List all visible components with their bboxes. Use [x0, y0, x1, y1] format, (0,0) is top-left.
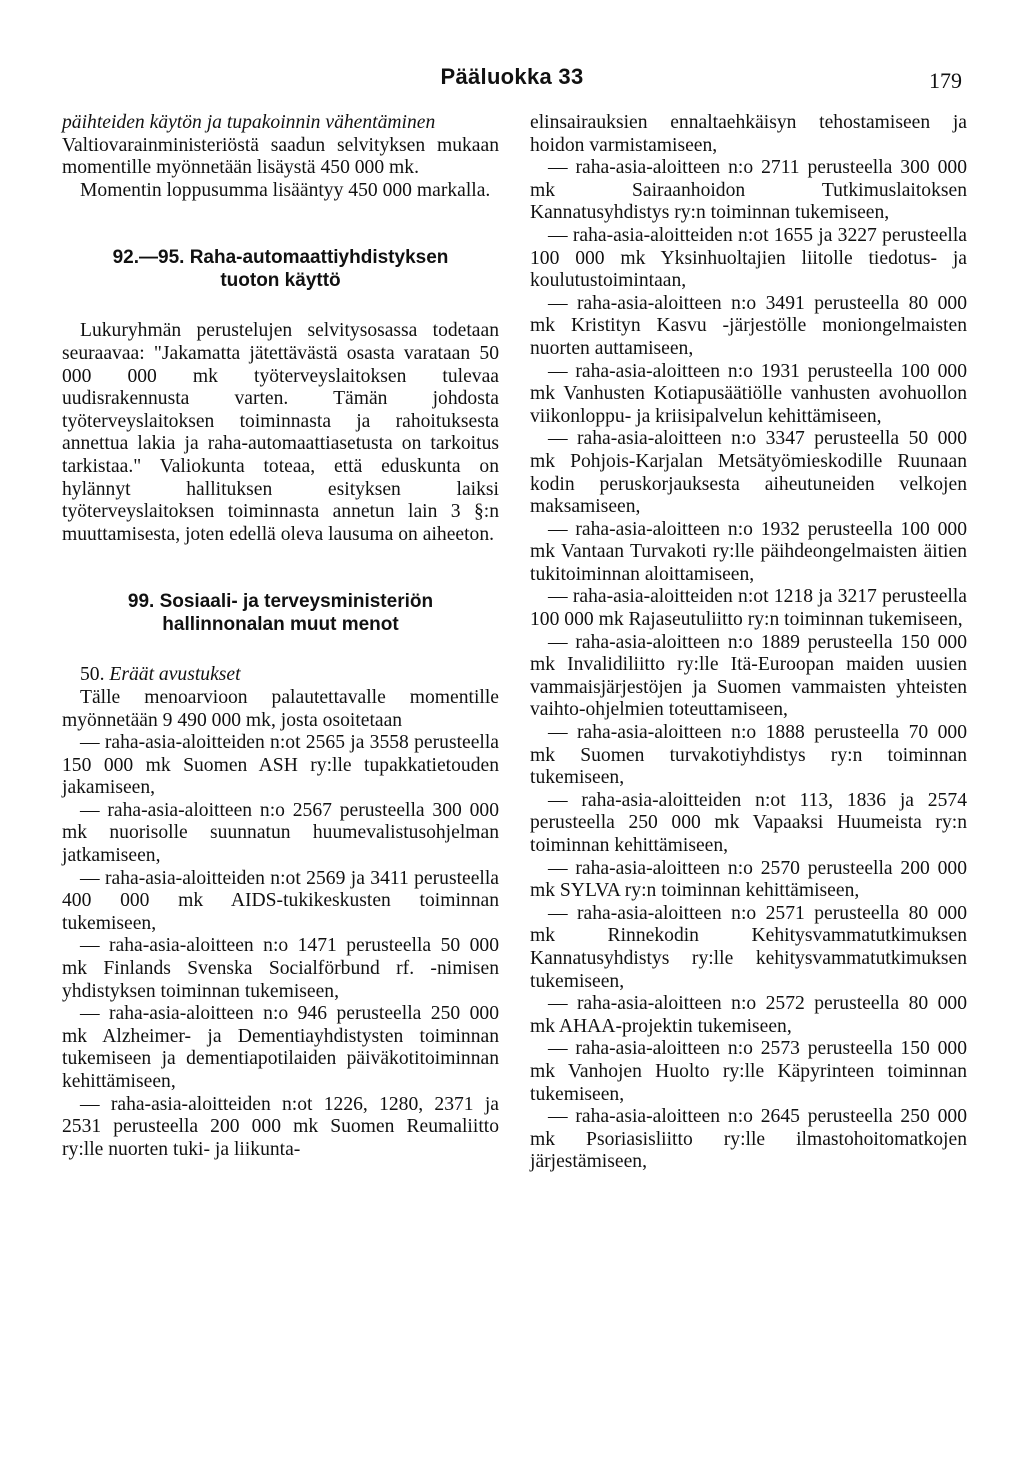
list-item: — raha-asia-aloitteen n:o 2573 perusteella 150 000 mk Vanhojen Huolto ry:lle Käpyrinteen toiminnan tukemiseen, [530, 1038, 967, 1105]
list-item: — raha-asia-aloitteiden n:ot 1218 ja 3217 perusteella 100 000 mk Rajaseutuliitto ry:n toiminnan tukemiseen, [530, 586, 967, 631]
left-column [62, 112, 499, 1161]
section-paragraph: Lukuryhmän perustelujen selvitysosassa todetaan seuraavaa: "Jakamatta jätettävästä osasta varataan 50 000 000 mk työterveyslaitoksen tulevaa uudisrakennusta varten. Tämän johdosta työterveyslaitoksen toiminnasta ja rahoituksesta annettua lakia ja raha-automaattiasetusta on tarkoitus tarkistaa." Valiokunta toteaa, että eduskunta on hylännyt hallituksen esityksen laiksi työterveyslaitoksen toiminnasta annetun lain 3 §:n muuttamisesta, joten edellä oleva lausuma on aiheeton. [62, 320, 499, 545]
list-item: — raha-asia-aloitteen n:o 1931 perusteella 100 000 mk Vanhusten Kotiapusäätiölle vanhusten avohuollon viikonloppu- ja kriisipalvelun kehittämiseen, [530, 360, 967, 427]
list-item: — raha-asia-aloitteiden n:ot 2565 ja 3558 perusteella 150 000 mk Suomen ASH ry:lle tupakkatietouden jakamiseen, [62, 732, 499, 799]
continuation-text: elinsairauksien ennaltaehkäisyn tehostamiseen ja hoidon varmistamiseen, [530, 112, 967, 156]
right-column [530, 112, 967, 1174]
list-item: — raha-asia-aloitteiden n:ot 2569 ja 3411 perusteella 400 000 mk AIDS-tukikeskusten toiminnan tukemiseen, [62, 867, 499, 934]
intro-paragraph: Valtiovarainministeriöstä saadun selvityksen mukaan momentille myönnetään lisäystä 450 000 mk. [62, 134, 499, 179]
list-item: — raha-asia-aloitteen n:o 2567 perusteella 300 000 mk nuorisolle suunnatun huumevalistusohjelman jatkamiseen, [62, 799, 499, 867]
running-head: Pääluokka 33 [440, 64, 584, 89]
list-item: — raha-asia-aloitteen n:o 3491 perusteella 80 000 mk Kristityn Kasvu -järjestölle moniongelmaisten nuorten auttamiseen, [530, 292, 967, 359]
page-header [62, 60, 962, 100]
list-item: — raha-asia-aloitteen n:o 2645 perusteella 250 000 mk Psoriasisliitto ry:lle ilmastohoitomatkojen järjestämiseen, [530, 1106, 967, 1173]
section-heading-line: 99. Sosiaali- ja terveysministeriön [127, 591, 434, 613]
moment-title [62, 664, 499, 687]
list-item: — raha-asia-aloitteen n:o 3347 perusteella 50 000 mk Pohjois-Karjalan Metsätyömieskodille Ruunaan kodin peruskorjauksesta aiheutuneiden velkojen maksamiseen, [530, 428, 967, 518]
list-item: — raha-asia-aloitteen n:o 2570 perusteella 200 000 mk SYLVA ry:n toiminnan kehittämiseen, [530, 857, 967, 902]
list-item: — raha-asia-aloitteiden n:ot 113, 1836 ja 2574 perusteella 250 000 mk Vapaaksi Huumeista ry:n toiminnan kehittämiseen, [530, 789, 967, 856]
moment-paragraph: Tälle menoarvioon palautettavalle momentille myönnetään 9 490 000 mk, josta osoitetaan [62, 686, 499, 731]
list-item: — raha-asia-aloitteiden n:ot 1226, 1280, 2371 ja 2531 perusteella 200 000 mk Suomen Reumaliitto ry:lle nuorten tuki- ja liikunta- [62, 1093, 499, 1160]
intro-paragraph-sum: Momentin loppusumma lisääntyy 450 000 markalla. [80, 179, 491, 201]
list-item: — raha-asia-aloitteen n:o 1888 perusteella 70 000 mk Suomen turvakotiyhdistys ry:n toiminnan tukemiseen, [530, 722, 967, 789]
section-heading-line: hallinnonalan muut menot [162, 614, 399, 636]
section-heading-99 [62, 590, 499, 636]
section-heading-line: 92.—95. Raha-automaattiyhdistyksen [112, 247, 449, 269]
list-item: — raha-asia-aloitteen n:o 1471 perusteella 50 000 mk Finlands Svenska Socialförbund rf. -nimisen yhdistyksen toiminnan tukemiseen, [62, 935, 499, 1002]
moment-number: 50. [80, 664, 105, 686]
list-item: — raha-asia-aloitteiden n:ot 1655 ja 3227 perusteella 100 000 mk Yksinhuoltajien liitolle tiedotus- ja koulutustoimintaan, [530, 224, 967, 292]
list-item: — raha-asia-aloitteen n:o 946 perusteella 250 000 mk Alzheimer- ja Dementiayhdistysten toiminnan tukemiseen ja dementiapotilaiden päiväkotitoiminnan kehittämiseen, [62, 1003, 499, 1092]
list-item: — raha-asia-aloitteen n:o 2711 perusteella 300 000 mk Sairaanhoidon Tutkimuslaitoksen Kannatusyhdistys ry:n toiminnan tukemiseen, [530, 157, 967, 224]
list-item: — raha-asia-aloitteen n:o 2571 perusteella 80 000 mk Rinnekodin Kehitysvammatutkimuksen Kannatusyhdistys ry:lle kehitysvammatutkimuksen tukemiseen, [530, 902, 967, 992]
section-heading-92-95 [62, 246, 499, 292]
intro-italic-text: päihteiden käytön ja tupakoinnin vähentäminen [62, 112, 436, 133]
list-item: — raha-asia-aloitteen n:o 1889 perusteella 150 000 mk Invalidiliitto ry:lle Itä-Euroopan maiden uusien vammaisjärjestöjen ja Suomen vammaisten yhteisten vaihto-ohjelmien toteuttamiseen, [530, 631, 967, 721]
list-item: — raha-asia-aloitteen n:o 2572 perusteella 80 000 mk AHAA-projektin tukemiseen, [530, 993, 967, 1037]
section-heading-line: tuoton käyttö [220, 270, 341, 292]
list-item: — raha-asia-aloitteen n:o 1932 perusteella 100 000 mk Vantaan Turvakoti ry:lle päihdeongelmaisten äitien tukitoiminnan aloittamiseen, [530, 518, 967, 585]
page-number: 179 [929, 68, 962, 93]
moment-name: Eräät avustukset [109, 664, 241, 686]
